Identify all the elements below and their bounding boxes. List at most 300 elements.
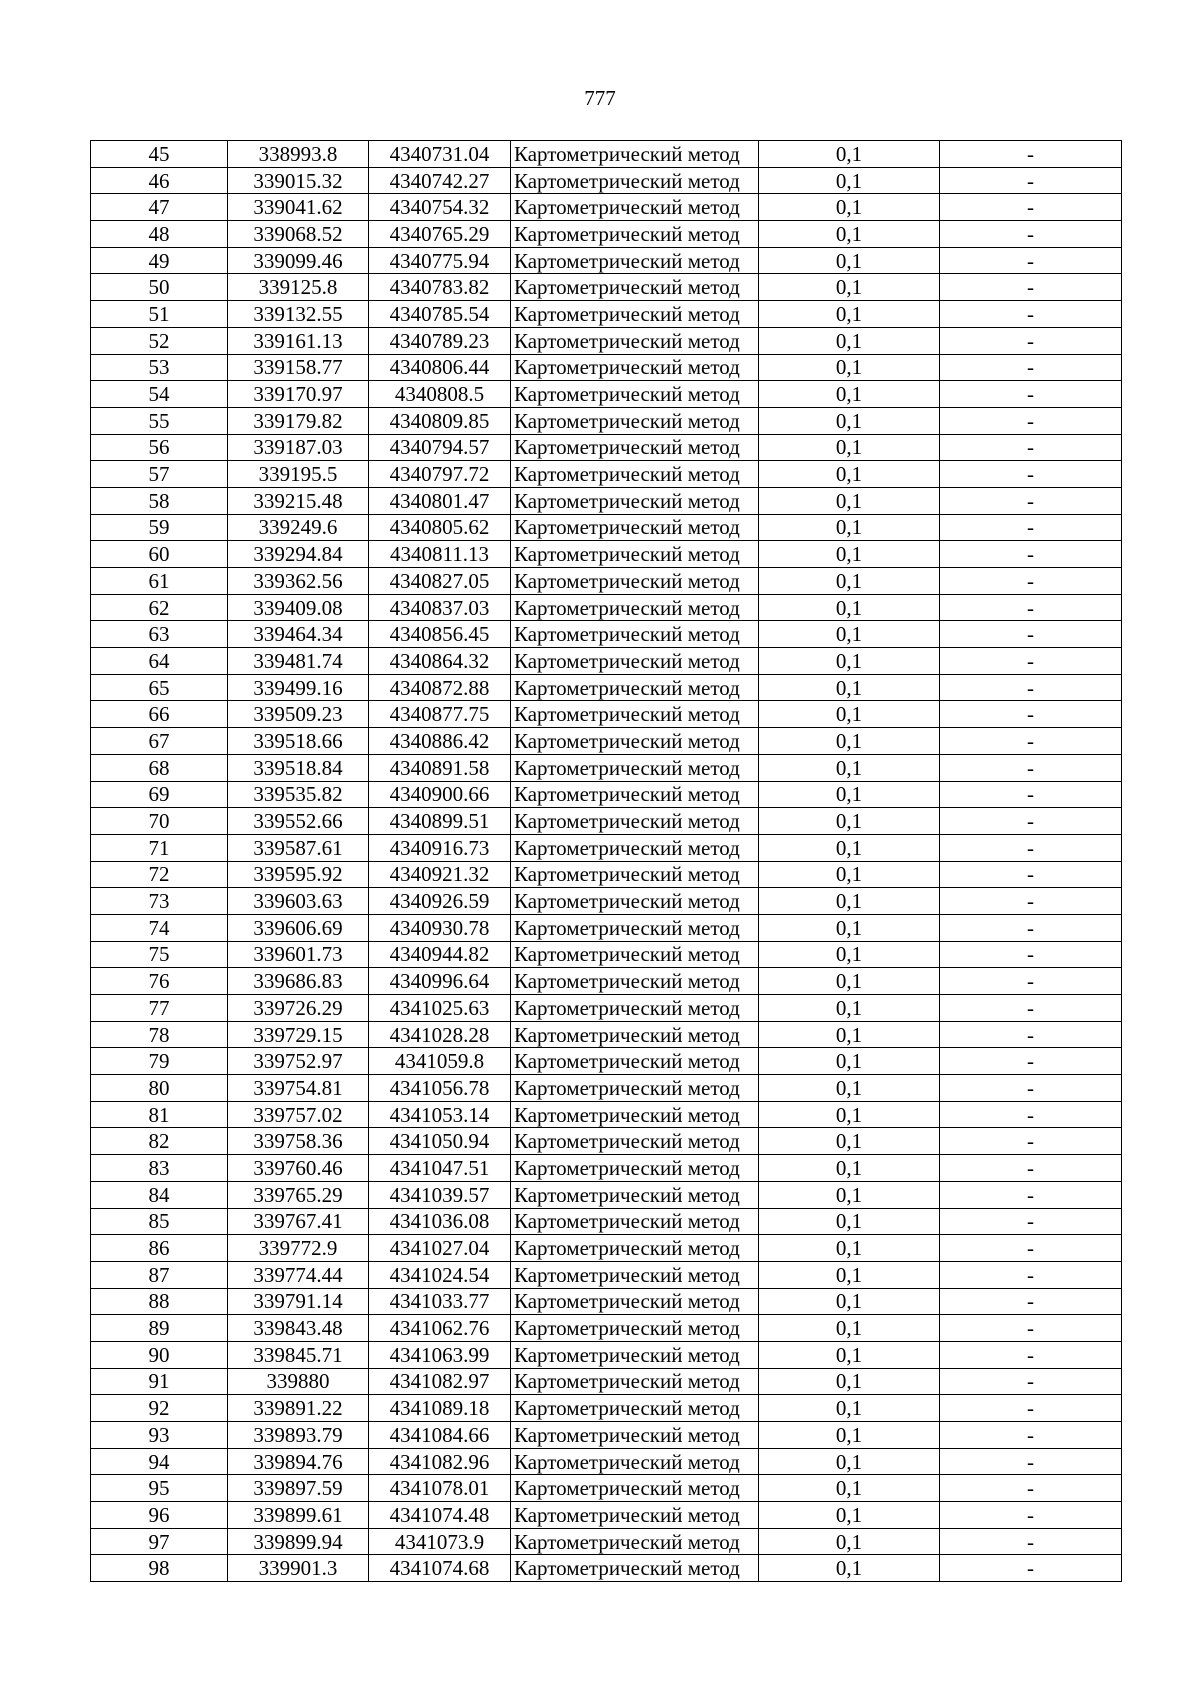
y-coordinate-cell: 4340801.47: [369, 487, 511, 514]
note-cell: -: [940, 274, 1122, 301]
note-cell: -: [940, 301, 1122, 328]
y-coordinate-cell: 4340806.44: [369, 354, 511, 381]
precision-cell: 0,1: [759, 301, 940, 328]
note-cell: -: [940, 1048, 1122, 1075]
point-number-cell: 82: [91, 1128, 228, 1155]
y-coordinate-cell: 4340785.54: [369, 301, 511, 328]
method-cell: Картометрический метод: [511, 434, 759, 461]
table-row: [91, 808, 1122, 835]
y-coordinate-cell: 4340754.32: [369, 194, 511, 221]
y-coordinate-cell: 4341084.66: [369, 1422, 511, 1449]
note-cell: -: [940, 1555, 1122, 1582]
precision-cell: 0,1: [759, 541, 940, 568]
precision-cell: 0,1: [759, 407, 940, 434]
note-cell: -: [940, 407, 1122, 434]
y-coordinate-cell: 4341036.08: [369, 1208, 511, 1235]
note-cell: -: [940, 194, 1122, 221]
y-coordinate-cell: 4340809.85: [369, 407, 511, 434]
note-cell: -: [940, 914, 1122, 941]
y-coordinate-cell: 4340872.88: [369, 674, 511, 701]
precision-cell: 0,1: [759, 1075, 940, 1102]
note-cell: -: [940, 327, 1122, 354]
x-coordinate-cell: 339481.74: [228, 648, 369, 675]
x-coordinate-cell: 339249.6: [228, 514, 369, 541]
method-cell: Картометрический метод: [511, 834, 759, 861]
point-number-cell: 58: [91, 487, 228, 514]
note-cell: -: [940, 221, 1122, 248]
y-coordinate-cell: 4341074.48: [369, 1502, 511, 1529]
method-cell: Картометрический метод: [511, 968, 759, 995]
point-number-cell: 93: [91, 1422, 228, 1449]
method-cell: Картометрический метод: [511, 888, 759, 915]
note-cell: -: [940, 834, 1122, 861]
precision-cell: 0,1: [759, 1368, 940, 1395]
x-coordinate-cell: 339362.56: [228, 568, 369, 595]
precision-cell: 0,1: [759, 888, 940, 915]
y-coordinate-cell: 4340900.66: [369, 781, 511, 808]
precision-cell: 0,1: [759, 221, 940, 248]
method-cell: Картометрический метод: [511, 914, 759, 941]
x-coordinate-cell: 339518.84: [228, 754, 369, 781]
precision-cell: 0,1: [759, 1261, 940, 1288]
note-cell: -: [940, 1288, 1122, 1315]
table-row: [91, 1075, 1122, 1102]
x-coordinate-cell: 339518.66: [228, 728, 369, 755]
note-cell: -: [940, 754, 1122, 781]
point-number-cell: 86: [91, 1235, 228, 1262]
table-row: [91, 274, 1122, 301]
point-number-cell: 53: [91, 354, 228, 381]
table-row: [91, 1502, 1122, 1529]
precision-cell: 0,1: [759, 1101, 940, 1128]
y-coordinate-cell: 4340891.58: [369, 754, 511, 781]
y-coordinate-cell: 4341078.01: [369, 1475, 511, 1502]
table-row: [91, 1528, 1122, 1555]
method-cell: Картометрический метод: [511, 1208, 759, 1235]
method-cell: Картометрический метод: [511, 1528, 759, 1555]
x-coordinate-cell: 339595.92: [228, 861, 369, 888]
table-row: [91, 514, 1122, 541]
method-cell: Картометрический метод: [511, 1235, 759, 1262]
table-row: [91, 327, 1122, 354]
point-number-cell: 72: [91, 861, 228, 888]
x-coordinate-cell: 339170.97: [228, 381, 369, 408]
precision-cell: 0,1: [759, 327, 940, 354]
table-row: [91, 1128, 1122, 1155]
x-coordinate-cell: 339099.46: [228, 247, 369, 274]
method-cell: Картометрический метод: [511, 568, 759, 595]
x-coordinate-cell: 339765.29: [228, 1181, 369, 1208]
x-coordinate-cell: 339499.16: [228, 674, 369, 701]
table-row: [91, 541, 1122, 568]
table-row: [91, 781, 1122, 808]
method-cell: Картометрический метод: [511, 1181, 759, 1208]
method-cell: Картометрический метод: [511, 381, 759, 408]
method-cell: Картометрический метод: [511, 1048, 759, 1075]
x-coordinate-cell: 339760.46: [228, 1155, 369, 1182]
point-number-cell: 88: [91, 1288, 228, 1315]
precision-cell: 0,1: [759, 141, 940, 168]
x-coordinate-cell: 339601.73: [228, 941, 369, 968]
table-row: [91, 621, 1122, 648]
method-cell: Картометрический метод: [511, 1288, 759, 1315]
method-cell: Картометрический метод: [511, 514, 759, 541]
table-row: [91, 941, 1122, 968]
method-cell: Картометрический метод: [511, 1502, 759, 1529]
note-cell: -: [940, 941, 1122, 968]
y-coordinate-cell: 4341073.9: [369, 1528, 511, 1555]
x-coordinate-cell: 339603.63: [228, 888, 369, 915]
method-cell: Картометрический метод: [511, 781, 759, 808]
table-row: [91, 381, 1122, 408]
precision-cell: 0,1: [759, 1395, 940, 1422]
point-number-cell: 75: [91, 941, 228, 968]
y-coordinate-cell: 4341025.63: [369, 995, 511, 1022]
y-coordinate-cell: 4340930.78: [369, 914, 511, 941]
table-row: [91, 461, 1122, 488]
precision-cell: 0,1: [759, 514, 940, 541]
point-number-cell: 55: [91, 407, 228, 434]
point-number-cell: 94: [91, 1448, 228, 1475]
y-coordinate-cell: 4340864.32: [369, 648, 511, 675]
precision-cell: 0,1: [759, 728, 940, 755]
page-number: 777: [584, 86, 616, 110]
point-number-cell: 64: [91, 648, 228, 675]
x-coordinate-cell: 339893.79: [228, 1422, 369, 1449]
y-coordinate-cell: 4341063.99: [369, 1341, 511, 1368]
note-cell: -: [940, 434, 1122, 461]
table-row: [91, 247, 1122, 274]
table-row: [91, 1475, 1122, 1502]
y-coordinate-cell: 4341053.14: [369, 1101, 511, 1128]
point-number-cell: 79: [91, 1048, 228, 1075]
precision-cell: 0,1: [759, 1502, 940, 1529]
method-cell: Картометрический метод: [511, 1475, 759, 1502]
precision-cell: 0,1: [759, 1128, 940, 1155]
x-coordinate-cell: 339897.59: [228, 1475, 369, 1502]
precision-cell: 0,1: [759, 1315, 940, 1342]
precision-cell: 0,1: [759, 701, 940, 728]
note-cell: -: [940, 1341, 1122, 1368]
method-cell: Картометрический метод: [511, 407, 759, 434]
note-cell: -: [940, 1101, 1122, 1128]
x-coordinate-cell: 339754.81: [228, 1075, 369, 1102]
table-row: [91, 1288, 1122, 1315]
y-coordinate-cell: 4341027.04: [369, 1235, 511, 1262]
precision-cell: 0,1: [759, 274, 940, 301]
note-cell: -: [940, 247, 1122, 274]
method-cell: Картометрический метод: [511, 754, 759, 781]
point-number-cell: 97: [91, 1528, 228, 1555]
method-cell: Картометрический метод: [511, 1101, 759, 1128]
table-row: [91, 568, 1122, 595]
table-row: [91, 141, 1122, 168]
table-row: [91, 487, 1122, 514]
note-cell: -: [940, 648, 1122, 675]
point-number-cell: 46: [91, 167, 228, 194]
x-coordinate-cell: 339843.48: [228, 1315, 369, 1342]
point-number-cell: 70: [91, 808, 228, 835]
method-cell: Картометрический метод: [511, 701, 759, 728]
point-number-cell: 62: [91, 594, 228, 621]
method-cell: Картометрический метод: [511, 648, 759, 675]
method-cell: Картометрический метод: [511, 941, 759, 968]
point-number-cell: 78: [91, 1021, 228, 1048]
y-coordinate-cell: 4340742.27: [369, 167, 511, 194]
y-coordinate-cell: 4340856.45: [369, 621, 511, 648]
y-coordinate-cell: 4341082.97: [369, 1368, 511, 1395]
table-row: [91, 995, 1122, 1022]
point-number-cell: 90: [91, 1341, 228, 1368]
method-cell: Картометрический метод: [511, 141, 759, 168]
precision-cell: 0,1: [759, 781, 940, 808]
note-cell: -: [940, 728, 1122, 755]
x-coordinate-cell: 339845.71: [228, 1341, 369, 1368]
precision-cell: 0,1: [759, 914, 940, 941]
table-row: [91, 754, 1122, 781]
y-coordinate-cell: 4340765.29: [369, 221, 511, 248]
table-row: [91, 1208, 1122, 1235]
table-row: [91, 1101, 1122, 1128]
table-row: [91, 1395, 1122, 1422]
x-coordinate-cell: 339294.84: [228, 541, 369, 568]
note-cell: -: [940, 381, 1122, 408]
note-cell: -: [940, 514, 1122, 541]
method-cell: Картометрический метод: [511, 1422, 759, 1449]
x-coordinate-cell: 339606.69: [228, 914, 369, 941]
table-row: [91, 834, 1122, 861]
table-row: [91, 674, 1122, 701]
note-cell: -: [940, 461, 1122, 488]
table-row: [91, 1315, 1122, 1342]
table-row: [91, 648, 1122, 675]
note-cell: -: [940, 861, 1122, 888]
point-number-cell: 71: [91, 834, 228, 861]
note-cell: -: [940, 1528, 1122, 1555]
precision-cell: 0,1: [759, 1235, 940, 1262]
y-coordinate-cell: 4340921.32: [369, 861, 511, 888]
coordinates-table-body: [91, 141, 1122, 1582]
x-coordinate-cell: 339686.83: [228, 968, 369, 995]
precision-cell: 0,1: [759, 1341, 940, 1368]
x-coordinate-cell: 339767.41: [228, 1208, 369, 1235]
table-row: [91, 1048, 1122, 1075]
precision-cell: 0,1: [759, 381, 940, 408]
point-number-cell: 47: [91, 194, 228, 221]
point-number-cell: 49: [91, 247, 228, 274]
note-cell: -: [940, 674, 1122, 701]
y-coordinate-cell: 4340827.05: [369, 568, 511, 595]
precision-cell: 0,1: [759, 1048, 940, 1075]
note-cell: -: [940, 995, 1122, 1022]
note-cell: -: [940, 621, 1122, 648]
note-cell: -: [940, 167, 1122, 194]
y-coordinate-cell: 4340916.73: [369, 834, 511, 861]
table-row: [91, 968, 1122, 995]
y-coordinate-cell: 4341074.68: [369, 1555, 511, 1582]
precision-cell: 0,1: [759, 995, 940, 1022]
y-coordinate-cell: 4341033.77: [369, 1288, 511, 1315]
y-coordinate-cell: 4340886.42: [369, 728, 511, 755]
precision-cell: 0,1: [759, 1555, 940, 1582]
precision-cell: 0,1: [759, 594, 940, 621]
point-number-cell: 65: [91, 674, 228, 701]
x-coordinate-cell: 339187.03: [228, 434, 369, 461]
coordinates-table: [90, 140, 1122, 1582]
note-cell: -: [940, 1075, 1122, 1102]
point-number-cell: 83: [91, 1155, 228, 1182]
x-coordinate-cell: 339899.61: [228, 1502, 369, 1529]
table-row: [91, 594, 1122, 621]
point-number-cell: 50: [91, 274, 228, 301]
y-coordinate-cell: 4340996.64: [369, 968, 511, 995]
point-number-cell: 61: [91, 568, 228, 595]
table-row: [91, 861, 1122, 888]
method-cell: Картометрический метод: [511, 861, 759, 888]
note-cell: -: [940, 1261, 1122, 1288]
method-cell: Картометрический метод: [511, 1341, 759, 1368]
precision-cell: 0,1: [759, 167, 940, 194]
table-row: [91, 407, 1122, 434]
x-coordinate-cell: 339791.14: [228, 1288, 369, 1315]
y-coordinate-cell: 4340944.82: [369, 941, 511, 968]
x-coordinate-cell: 339068.52: [228, 221, 369, 248]
note-cell: -: [940, 1181, 1122, 1208]
table-row: [91, 1422, 1122, 1449]
note-cell: -: [940, 1315, 1122, 1342]
precision-cell: 0,1: [759, 194, 940, 221]
method-cell: Картометрический метод: [511, 194, 759, 221]
y-coordinate-cell: 4340794.57: [369, 434, 511, 461]
x-coordinate-cell: 339880: [228, 1368, 369, 1395]
precision-cell: 0,1: [759, 1021, 940, 1048]
precision-cell: 0,1: [759, 247, 940, 274]
note-cell: -: [940, 1502, 1122, 1529]
y-coordinate-cell: 4340783.82: [369, 274, 511, 301]
point-number-cell: 81: [91, 1101, 228, 1128]
point-number-cell: 69: [91, 781, 228, 808]
x-coordinate-cell: 338993.8: [228, 141, 369, 168]
x-coordinate-cell: 339729.15: [228, 1021, 369, 1048]
method-cell: Картометрический метод: [511, 1155, 759, 1182]
x-coordinate-cell: 339161.13: [228, 327, 369, 354]
method-cell: Картометрический метод: [511, 274, 759, 301]
precision-cell: 0,1: [759, 648, 940, 675]
note-cell: -: [940, 568, 1122, 595]
table-row: [91, 728, 1122, 755]
x-coordinate-cell: 339757.02: [228, 1101, 369, 1128]
precision-cell: 0,1: [759, 674, 940, 701]
table-row: [91, 1341, 1122, 1368]
x-coordinate-cell: 339015.32: [228, 167, 369, 194]
y-coordinate-cell: 4340808.5: [369, 381, 511, 408]
y-coordinate-cell: 4341062.76: [369, 1315, 511, 1342]
point-number-cell: 80: [91, 1075, 228, 1102]
point-number-cell: 89: [91, 1315, 228, 1342]
table-row: [91, 1448, 1122, 1475]
method-cell: Картометрический метод: [511, 247, 759, 274]
method-cell: Картометрический метод: [511, 995, 759, 1022]
method-cell: Картометрический метод: [511, 728, 759, 755]
point-number-cell: 92: [91, 1395, 228, 1422]
note-cell: -: [940, 141, 1122, 168]
x-coordinate-cell: 339509.23: [228, 701, 369, 728]
precision-cell: 0,1: [759, 487, 940, 514]
note-cell: -: [940, 701, 1122, 728]
note-cell: -: [940, 541, 1122, 568]
y-coordinate-cell: 4340899.51: [369, 808, 511, 835]
note-cell: -: [940, 594, 1122, 621]
x-coordinate-cell: 339899.94: [228, 1528, 369, 1555]
precision-cell: 0,1: [759, 1181, 940, 1208]
x-coordinate-cell: 339125.8: [228, 274, 369, 301]
table-row: [91, 888, 1122, 915]
point-number-cell: 54: [91, 381, 228, 408]
note-cell: -: [940, 1128, 1122, 1155]
point-number-cell: 76: [91, 968, 228, 995]
y-coordinate-cell: 4341024.54: [369, 1261, 511, 1288]
note-cell: -: [940, 1155, 1122, 1182]
method-cell: Картометрический метод: [511, 301, 759, 328]
point-number-cell: 91: [91, 1368, 228, 1395]
y-coordinate-cell: 4340797.72: [369, 461, 511, 488]
note-cell: -: [940, 1235, 1122, 1262]
note-cell: -: [940, 888, 1122, 915]
point-number-cell: 63: [91, 621, 228, 648]
method-cell: Картометрический метод: [511, 1075, 759, 1102]
point-number-cell: 51: [91, 301, 228, 328]
x-coordinate-cell: 339215.48: [228, 487, 369, 514]
note-cell: -: [940, 1395, 1122, 1422]
table-row: [91, 194, 1122, 221]
point-number-cell: 84: [91, 1181, 228, 1208]
note-cell: -: [940, 354, 1122, 381]
x-coordinate-cell: 339158.77: [228, 354, 369, 381]
note-cell: -: [940, 1021, 1122, 1048]
x-coordinate-cell: 339552.66: [228, 808, 369, 835]
note-cell: -: [940, 968, 1122, 995]
method-cell: Картометрический метод: [511, 1555, 759, 1582]
note-cell: -: [940, 781, 1122, 808]
method-cell: Картометрический метод: [511, 1261, 759, 1288]
method-cell: Картометрический метод: [511, 594, 759, 621]
y-coordinate-cell: 4341028.28: [369, 1021, 511, 1048]
note-cell: -: [940, 1475, 1122, 1502]
table-row: [91, 301, 1122, 328]
x-coordinate-cell: 339894.76: [228, 1448, 369, 1475]
point-number-cell: 77: [91, 995, 228, 1022]
method-cell: Картометрический метод: [511, 1395, 759, 1422]
y-coordinate-cell: 4341059.8: [369, 1048, 511, 1075]
x-coordinate-cell: 339587.61: [228, 834, 369, 861]
x-coordinate-cell: 339758.36: [228, 1128, 369, 1155]
y-coordinate-cell: 4340731.04: [369, 141, 511, 168]
x-coordinate-cell: 339726.29: [228, 995, 369, 1022]
table-row: [91, 1021, 1122, 1048]
x-coordinate-cell: 339132.55: [228, 301, 369, 328]
precision-cell: 0,1: [759, 434, 940, 461]
note-cell: -: [940, 487, 1122, 514]
point-number-cell: 66: [91, 701, 228, 728]
point-number-cell: 87: [91, 1261, 228, 1288]
precision-cell: 0,1: [759, 1448, 940, 1475]
note-cell: -: [940, 1448, 1122, 1475]
precision-cell: 0,1: [759, 1422, 940, 1449]
y-coordinate-cell: 4341056.78: [369, 1075, 511, 1102]
x-coordinate-cell: 339041.62: [228, 194, 369, 221]
precision-cell: 0,1: [759, 1155, 940, 1182]
method-cell: Картометрический метод: [511, 1315, 759, 1342]
